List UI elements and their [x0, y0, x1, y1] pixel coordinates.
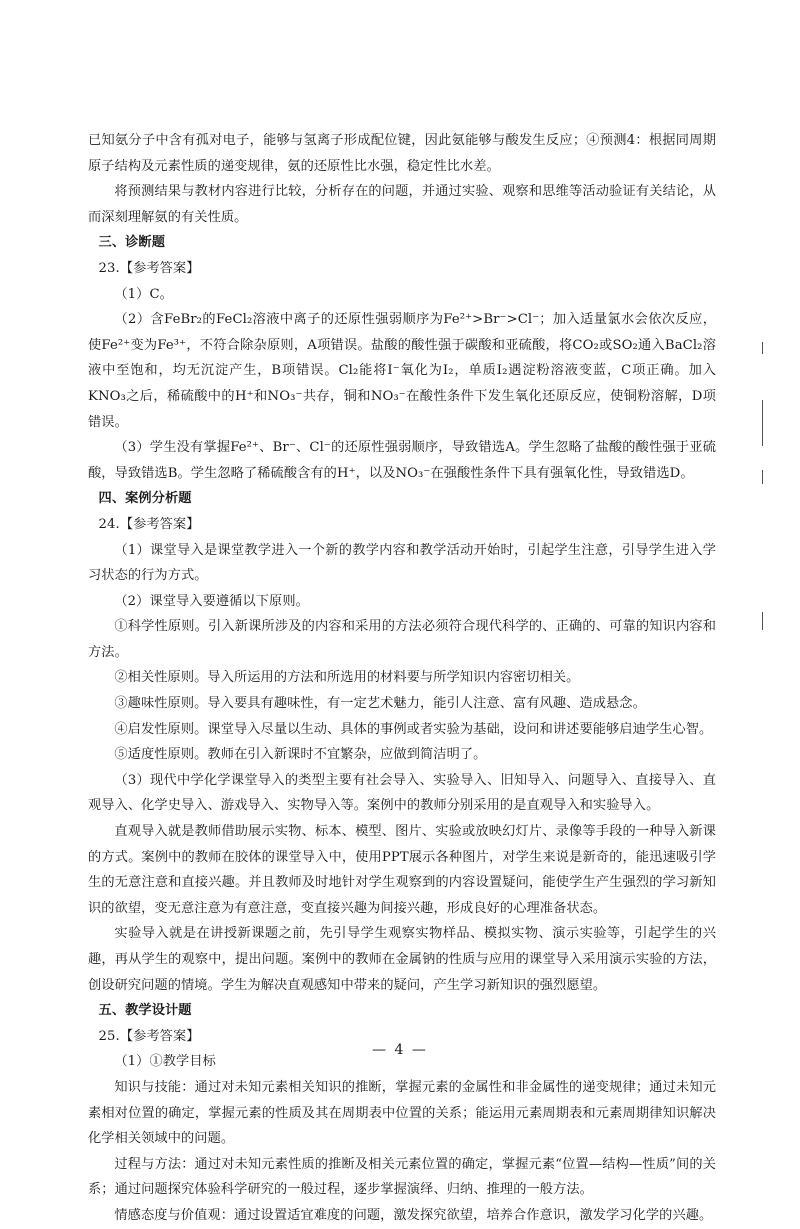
page-number: — 4 —: [372, 1042, 428, 1058]
paragraph: ③趣味性原则。导入要具有趣味性，有一定艺术魅力，能引人注意、富有风趣、造成悬念。: [114, 696, 646, 712]
paragraph: 实验导入就是在讲授新课题之前，先引导学生观察实物样品、模拟实物、演示实验等，引起学生的兴趣，再从学生的观察中，提出问题。案例中的教师在金属钠的性质与应用的课堂导入采用演示实验的方法，创设研究问题的情境。学生为解决直观感知中带来的疑问，产生学习新知识的强烈愿望。: [88, 926, 716, 993]
question-label: 23.【参考答案】: [98, 260, 200, 276]
section-heading: 三、诊断题: [98, 235, 165, 251]
question-label: 24.【参考答案】: [98, 516, 200, 532]
paragraph: 知识与技能：通过对未知元素相关知识的推断，掌握元素的金属性和非金属性的递变规律；通过未知元素相对位置的确定，掌握元素的性质及其在周期表中位置的关系；能运用元素周期表和元素周期律知识解决化学相关领域中的问题。: [88, 1079, 716, 1147]
paragraph: ①科学性原则。引入新课所涉及的内容和采用的方法必须符合现代科学的、正确的、可靠的知识内容和方法。: [88, 619, 716, 660]
paragraph: （1）课堂导入是课堂教学进入一个新的教学内容和教学活动开始时，引起学生注意，引导学生进入学习状态的行为方式。: [88, 542, 716, 584]
margin-mark: [762, 342, 763, 354]
paragraph: 过程与方法：通过对未知元素性质的推断及相关元素位置的确定，掌握元素“位置—结构—性质”间的关系；通过问题探究体验科学研究的一般过程，逐步掌握演绎、归纳、推理的一般方法。: [88, 1156, 716, 1198]
margin-mark: [762, 470, 763, 484]
page-body: [88, 128, 716, 1229]
margin-mark: [762, 612, 763, 630]
question-label: 25.【参考答案】: [98, 1028, 200, 1044]
paragraph: 将预测结果与教材内容进行比较，分析存在的问题，并通过实验、观察和思维等活动验证有关结论，从而深刻理解氨的有关性质。: [88, 184, 716, 225]
paragraph: （2）含FeBr₂的FeCl₂溶液中离子的还原性强弱顺序为Fe²⁺>Br⁻>Cl⁻；加入适量氯水会依次反应，使Fe²⁺变为Fe³⁺，不符合除杂原则，A项错误。盐酸的酸性强于碳酸和亚硫酸，将CO₂或SO₂通入BaCl₂溶液中至饱和，均无沉淀产生，B项错误。Cl₂能将I⁻氧化为I₂，单质I₂遇淀粉溶液变蓝，C项正确。加入KNO₃之后，稀硫酸中的H⁺和NO₃⁻共存，铜和NO₃⁻在酸性条件下发生氧化还原反应，使铜粉溶解，D项错误。: [88, 312, 716, 430]
paragraph: ④启发性原则。课堂导入尽量以生动、具体的事例或者实验为基础，设问和讲述要能够启迪学生心智。: [114, 721, 713, 737]
paragraph: （2）课堂导入要遵循以下原则。: [114, 593, 309, 609]
paragraph: ②相关性原则。导入所运用的方法和所选用的材料要与所学知识内容密切相关。: [114, 670, 580, 686]
paragraph: 情感态度与价值观：通过设置适宜难度的问题，激发探究欲望，培养合作意识，激发学习化学的兴趣。: [114, 1207, 713, 1223]
paragraph: （3）学生没有掌握Fe²⁺、Br⁻、Cl⁻的还原性强弱顺序，导致错选A。学生忽略了盐酸的酸性强于亚硫酸，导致错选B。学生忽略了稀硫酸含有的H⁺，以及NO₃⁻在强酸性条件下具有强氧化性，导致错选D。: [88, 440, 716, 481]
margin-mark: [762, 400, 763, 446]
section-heading: 五、教学设计题: [98, 1003, 192, 1019]
paragraph: 直观导入就是教师借助展示实物、标本、模型、图片、实验或放映幻灯片、录像等手段的一种导入新课的方式。案例中的教师在胶体的课堂导入中，使用PPT展示各种图片，对学生来说是新奇的，能迅速吸引学生的无意注意和直接兴趣。并且教师及时地针对学生观察到的内容设置疑问，能使学生产生强烈的学习新知识的欲望，变无意注意为有意注意，变直接兴趣为间接兴趣，形成良好的心理准备状态。: [88, 824, 716, 916]
paragraph: 已知氨分子中含有孤对电子，能够与氢离子形成配位键，因此氨能够与酸发生反应；④预测4：根据同周期原子结构及元素性质的递变规律，氨的还原性比水强，稳定性比水差。: [88, 133, 716, 174]
section-heading: 四、案例分析题: [98, 491, 192, 507]
paragraph: （3）现代中学化学课堂导入的类型主要有社会导入、实验导入、旧知导入、问题导入、直接导入、直观导入、化学史导入、游戏导入、实物导入等。案例中的教师分别采用的是直观导入和实验导入。: [88, 772, 716, 814]
paragraph: （1）C。: [114, 286, 173, 302]
paragraph: （1）①教学目标: [114, 1054, 216, 1070]
paragraph: ⑤适度性原则。教师在引入新课时不宜繁杂，应做到简洁明了。: [114, 747, 487, 763]
